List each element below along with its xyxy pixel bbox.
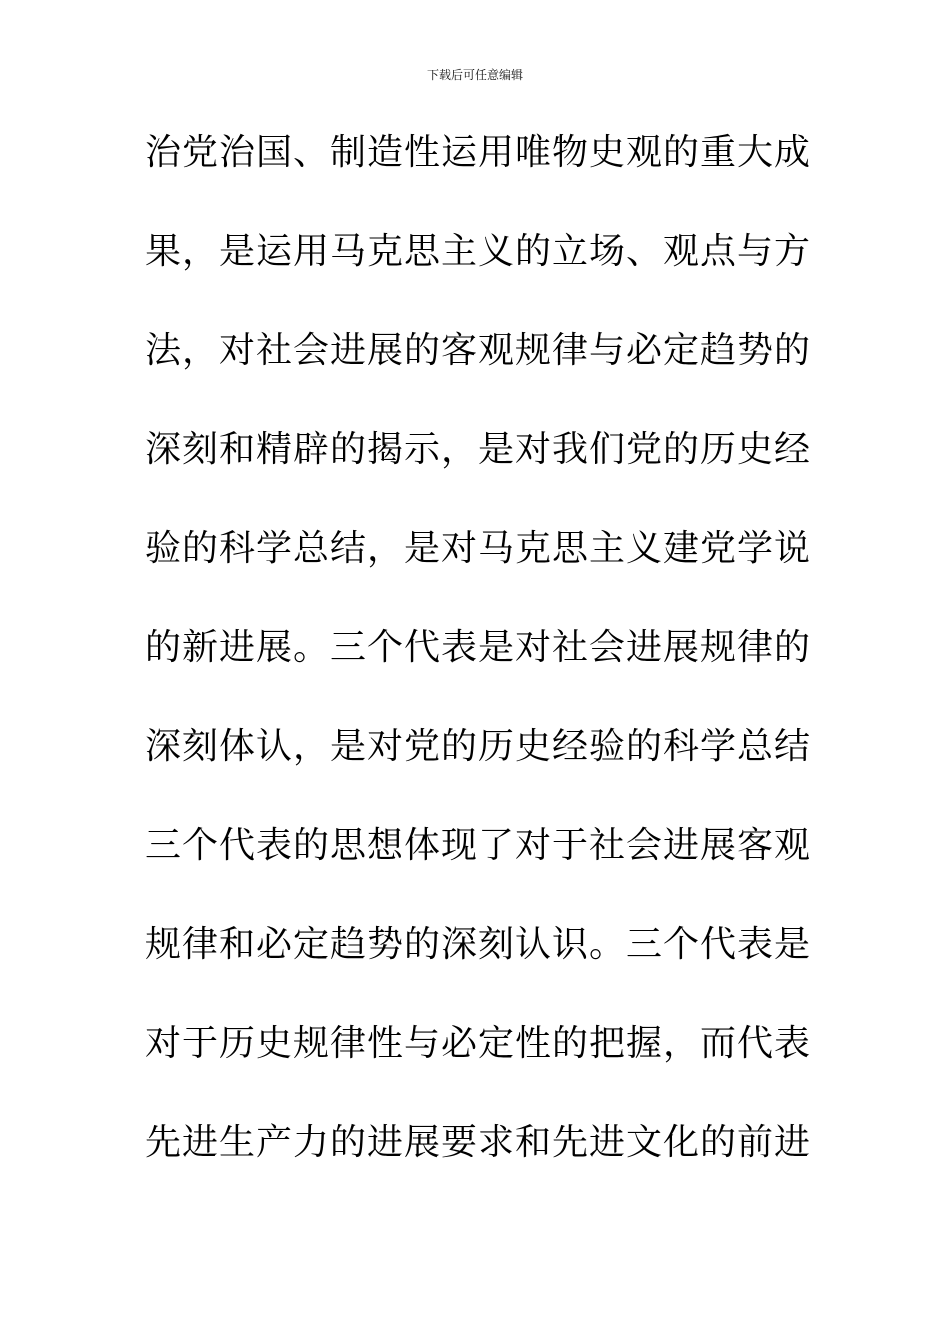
text-line: 法，对社会进展的客观规律与必定趋势的 <box>145 330 812 371</box>
text-line: 果，是运用马克思主义的立场、观点与方 <box>145 231 812 272</box>
text-line: 三个代表的思想体现了对于社会进展客观 <box>145 825 812 866</box>
text-line: 深刻和精辟的揭示，是对我们党的历史经 <box>145 429 812 470</box>
text-line: 的新进展。三个代表是对社会进展规律的 <box>145 627 812 668</box>
text-line: 先进生产力的进展要求和先进文化的前进 <box>145 1122 812 1163</box>
text-line: 治党治国、制造性运用唯物史观的重大成 <box>145 132 812 173</box>
text-line: 规律和必定趋势的深刻认识。三个代表是 <box>145 924 812 965</box>
document-body <box>145 128 810 1217</box>
page-header-note: 下载后可任意编辑 <box>426 68 523 82</box>
text-line: 对于历史规律性与必定性的把握，而代表 <box>145 1023 812 1064</box>
text-line: 深刻体认，是对党的历史经验的科学总结 <box>145 726 812 767</box>
text-line: 验的科学总结，是对马克思主义建党学说 <box>145 528 812 569</box>
